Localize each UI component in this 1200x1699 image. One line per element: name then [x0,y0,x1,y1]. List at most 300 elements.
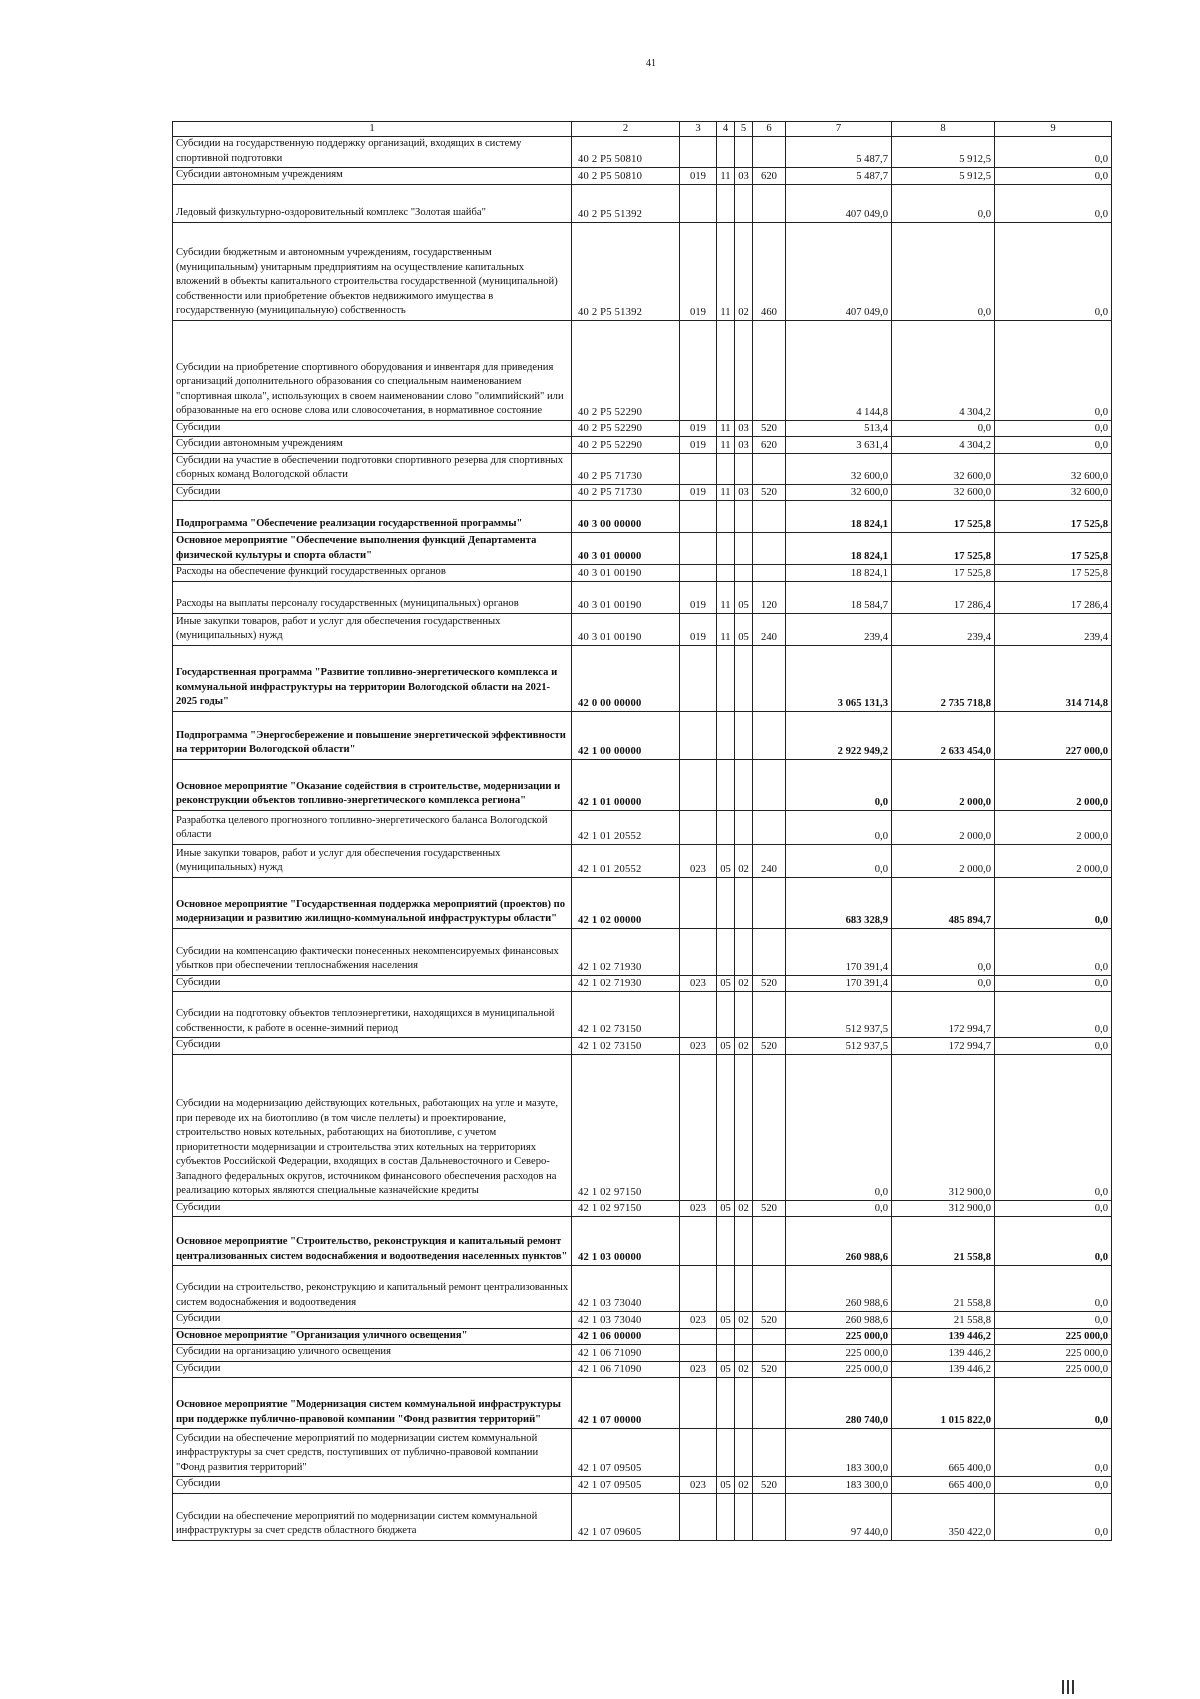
row-target-code: 40 2 P5 52290 [572,437,680,454]
table-row [173,1312,1112,1329]
row-value-col7: 183 300,0 [786,1429,892,1477]
table-row [173,1200,1112,1217]
row-section: 11 [717,581,735,613]
row-name: Подпрограмма "Обеспечение реализации государственной программы" [173,501,572,533]
row-grbs [680,1328,717,1345]
row-target-code: 40 2 P5 50810 [572,137,680,168]
row-subsection: 02 [735,1477,753,1494]
row-value-col9: 239,4 [995,613,1112,645]
row-name: Государственная программа "Развитие топливно-энергетического комплекса и коммунальной инфраструктуры на территории Вологодской области на 2021-2025 годы" [173,645,572,711]
row-section: 11 [717,484,735,501]
row-value-col9: 225 000,0 [995,1328,1112,1345]
row-subsection [735,320,753,420]
row-target-code: 40 2 P5 52290 [572,320,680,420]
row-value-col8: 239,4 [892,613,995,645]
row-target-code: 42 1 00 00000 [572,711,680,759]
row-subsection [735,992,753,1038]
row-grbs [680,1054,717,1200]
column-header-9: 9 [995,122,1112,137]
table-body [173,137,1112,1541]
row-target-code: 42 1 02 73150 [572,992,680,1038]
row-section [717,759,735,810]
row-name: Субсидии на обеспечение мероприятий по модернизации систем коммунальной инфраструктуры за счет средств, поступивших от публично-правовой компании "Фонд развития территорий" [173,1429,572,1477]
row-name: Основное мероприятие "Строительство, реконструкция и капитальный ремонт централизованных систем водоснабжения и водоотведения населенных пунктов" [173,1217,572,1266]
row-expense-type [753,992,786,1038]
table-row [173,1429,1112,1477]
row-section: 11 [717,613,735,645]
row-value-col9: 0,0 [995,1266,1112,1312]
row-value-col7: 225 000,0 [786,1345,892,1362]
row-section: 05 [717,975,735,992]
row-section [717,1266,735,1312]
row-target-code: 42 1 02 00000 [572,877,680,928]
table-row [173,420,1112,437]
row-value-col7: 18 824,1 [786,501,892,533]
table-row [173,975,1112,992]
scan-artifact [1062,1680,1090,1694]
column-header-6: 6 [753,122,786,137]
table-row [173,810,1112,844]
row-subsection: 03 [735,484,753,501]
row-section [717,137,735,168]
row-name: Подпрограмма "Энергосбережение и повышение энергетической эффективности на территории Вологодской области" [173,711,572,759]
row-target-code: 40 2 P5 71730 [572,453,680,484]
row-expense-type [753,1493,786,1540]
table-row [173,437,1112,454]
row-name: Субсидии на обеспечение мероприятий по модернизации систем коммунальной инфраструктуры за счет средств областного бюджета [173,1493,572,1540]
row-expense-type: 520 [753,975,786,992]
row-target-code: 40 3 01 00000 [572,533,680,565]
row-name: Субсидии на приобретение спортивного оборудования и инвентаря для приведения организаций дополнительного образования со специальным наименованием "спортивная школа", использующих в своем наименовании слово "олимпийский" или образованные на его основе слова или словосочетания, в нормативное состояние [173,320,572,420]
row-grbs: 019 [680,581,717,613]
row-expense-type: 520 [753,420,786,437]
table-row [173,759,1112,810]
row-section [717,711,735,759]
row-section [717,1493,735,1540]
row-subsection: 02 [735,1200,753,1217]
row-target-code: 42 1 03 73040 [572,1266,680,1312]
row-expense-type [753,877,786,928]
table-row [173,1266,1112,1312]
row-subsection [735,1378,753,1429]
row-expense-type: 620 [753,168,786,185]
table-row [173,645,1112,711]
row-target-code: 42 1 07 09605 [572,1493,680,1540]
row-name: Ледовый физкультурно-оздоровительный комплекс "Золотая шайба" [173,184,572,222]
row-expense-type: 520 [753,484,786,501]
row-value-col7: 18 824,1 [786,533,892,565]
row-value-col9: 0,0 [995,1378,1112,1429]
row-expense-type [753,759,786,810]
row-grbs [680,320,717,420]
row-value-col8: 2 000,0 [892,759,995,810]
row-grbs [680,565,717,582]
row-expense-type [753,711,786,759]
row-name: Субсидии на подготовку объектов теплоэнергетики, находящихся в муниципальной собственности, к работе в осенне-зимний период [173,992,572,1038]
budget-table [172,121,1112,1541]
row-expense-type: 520 [753,1312,786,1329]
row-value-col9: 0,0 [995,437,1112,454]
row-value-col8: 139 446,2 [892,1328,995,1345]
row-value-col8: 5 912,5 [892,137,995,168]
row-name: Субсидии на государственную поддержку организаций, входящих в систему спортивной подготовки [173,137,572,168]
row-grbs: 023 [680,1312,717,1329]
row-subsection [735,565,753,582]
table-row [173,565,1112,582]
row-section: 05 [717,1038,735,1055]
row-grbs [680,928,717,975]
row-expense-type: 620 [753,437,786,454]
row-name: Расходы на выплаты персоналу государственных (муниципальных) органов [173,581,572,613]
row-grbs: 019 [680,168,717,185]
table-row [173,1477,1112,1494]
row-value-col8: 350 422,0 [892,1493,995,1540]
row-subsection [735,1345,753,1362]
row-value-col7: 32 600,0 [786,453,892,484]
row-value-col8: 1 015 822,0 [892,1378,995,1429]
row-expense-type [753,184,786,222]
row-section [717,877,735,928]
row-value-col7: 183 300,0 [786,1477,892,1494]
row-target-code: 40 3 00 00000 [572,501,680,533]
row-grbs: 023 [680,1200,717,1217]
table-row [173,1345,1112,1362]
row-target-code: 40 3 01 00190 [572,613,680,645]
row-value-col8: 17 525,8 [892,533,995,565]
row-value-col9: 0,0 [995,1477,1112,1494]
row-subsection: 02 [735,975,753,992]
row-name: Основное мероприятие "Организация уличного освещения" [173,1328,572,1345]
row-name: Основное мероприятие "Модернизация систем коммунальной инфраструктуры при поддержке публично-правовой компании "Фонд развития территорий" [173,1378,572,1429]
row-value-col7: 513,4 [786,420,892,437]
row-value-col8: 2 735 718,8 [892,645,995,711]
row-expense-type [753,810,786,844]
row-expense-type: 520 [753,1361,786,1378]
row-subsection [735,877,753,928]
row-value-col7: 260 988,6 [786,1217,892,1266]
row-grbs [680,1266,717,1312]
row-name: Субсидии автономным учреждениям [173,168,572,185]
row-value-col8: 17 286,4 [892,581,995,613]
row-value-col8: 21 558,8 [892,1312,995,1329]
row-section [717,1345,735,1362]
row-section [717,1217,735,1266]
table-row [173,168,1112,185]
column-header-1: 1 [173,122,572,137]
row-value-col8: 312 900,0 [892,1054,995,1200]
row-subsection: 02 [735,1361,753,1378]
row-section [717,1054,735,1200]
row-target-code: 42 1 02 97150 [572,1200,680,1217]
table-row [173,1361,1112,1378]
row-value-col8: 665 400,0 [892,1477,995,1494]
row-subsection: 02 [735,222,753,320]
row-target-code: 40 2 P5 71730 [572,484,680,501]
row-subsection [735,1429,753,1477]
row-section: 05 [717,1361,735,1378]
row-name: Субсидии [173,975,572,992]
row-target-code: 42 1 06 71090 [572,1345,680,1362]
row-target-code: 42 1 06 00000 [572,1328,680,1345]
row-value-col7: 2 922 949,2 [786,711,892,759]
row-subsection [735,711,753,759]
row-name: Субсидии [173,1038,572,1055]
row-value-col8: 2 633 454,0 [892,711,995,759]
table-row [173,1217,1112,1266]
row-target-code: 42 1 07 09505 [572,1477,680,1494]
row-section [717,501,735,533]
row-expense-type [753,1217,786,1266]
table-row [173,844,1112,877]
row-value-col8: 4 304,2 [892,320,995,420]
row-name: Субсидии на организацию уличного освещения [173,1345,572,1362]
row-value-col9: 227 000,0 [995,711,1112,759]
row-grbs: 023 [680,844,717,877]
row-value-col9: 0,0 [995,168,1112,185]
row-value-col9: 32 600,0 [995,453,1112,484]
row-value-col7: 5 487,7 [786,168,892,185]
row-value-col8: 2 000,0 [892,844,995,877]
row-section: 11 [717,222,735,320]
row-section: 05 [717,844,735,877]
row-expense-type [753,137,786,168]
row-target-code: 40 3 01 00190 [572,581,680,613]
row-name: Основное мероприятие "Обеспечение выполнения функций Департамента физической культуры и спорта области" [173,533,572,565]
row-target-code: 40 2 P5 51392 [572,184,680,222]
row-value-col9: 0,0 [995,1493,1112,1540]
row-grbs [680,453,717,484]
row-grbs [680,1378,717,1429]
row-target-code: 42 1 07 09505 [572,1429,680,1477]
table-row [173,533,1112,565]
row-target-code: 42 1 06 71090 [572,1361,680,1378]
row-expense-type: 520 [753,1200,786,1217]
row-name: Субсидии на компенсацию фактически понесенных некомпенсируемых финансовых убытков при обеспечении теплоснабжения населения [173,928,572,975]
row-name: Расходы на обеспечение функций государственных органов [173,565,572,582]
row-subsection [735,810,753,844]
row-target-code: 42 1 01 20552 [572,844,680,877]
table-row [173,1378,1112,1429]
column-header-4: 4 [717,122,735,137]
row-grbs [680,137,717,168]
row-expense-type [753,1345,786,1362]
row-value-col7: 4 144,8 [786,320,892,420]
row-grbs: 019 [680,437,717,454]
row-value-col9: 17 286,4 [995,581,1112,613]
row-grbs [680,501,717,533]
row-name: Основное мероприятие "Государственная поддержка мероприятий (проектов) по модернизации и развитию жилищно-коммунальной инфраструктуры области" [173,877,572,928]
row-subsection [735,1266,753,1312]
row-subsection [735,533,753,565]
row-section [717,184,735,222]
row-grbs [680,711,717,759]
row-subsection: 03 [735,437,753,454]
table-row [173,137,1112,168]
row-name: Субсидии [173,420,572,437]
row-value-col7: 225 000,0 [786,1328,892,1345]
row-value-col9: 0,0 [995,975,1112,992]
row-value-col8: 172 994,7 [892,1038,995,1055]
row-subsection [735,928,753,975]
row-target-code: 40 2 P5 52290 [572,420,680,437]
row-value-col8: 32 600,0 [892,484,995,501]
row-value-col7: 512 937,5 [786,992,892,1038]
row-name: Субсидии на строительство, реконструкцию и капитальный ремонт централизованных систем водоснабжения и водоотведения [173,1266,572,1312]
row-grbs: 019 [680,613,717,645]
column-header-3: 3 [680,122,717,137]
row-value-col9: 0,0 [995,320,1112,420]
row-expense-type [753,320,786,420]
row-value-col7: 3 631,4 [786,437,892,454]
row-target-code: 42 1 02 73150 [572,1038,680,1055]
row-section: 05 [717,1477,735,1494]
row-subsection: 03 [735,420,753,437]
row-expense-type [753,1429,786,1477]
row-value-col9: 0,0 [995,1217,1112,1266]
row-section: 11 [717,420,735,437]
row-value-col9: 2 000,0 [995,844,1112,877]
row-value-col7: 5 487,7 [786,137,892,168]
row-value-col9: 225 000,0 [995,1345,1112,1362]
row-value-col7: 0,0 [786,844,892,877]
row-expense-type: 240 [753,844,786,877]
row-subsection [735,1054,753,1200]
row-expense-type [753,533,786,565]
row-subsection: 02 [735,1312,753,1329]
row-section [717,645,735,711]
row-expense-type: 240 [753,613,786,645]
row-value-col9: 0,0 [995,992,1112,1038]
row-section [717,928,735,975]
row-grbs: 023 [680,975,717,992]
row-subsection: 03 [735,168,753,185]
page-number: 41 [646,58,656,69]
table-row [173,1054,1112,1200]
row-value-col7: 3 065 131,3 [786,645,892,711]
row-value-col9: 32 600,0 [995,484,1112,501]
row-value-col8: 0,0 [892,975,995,992]
row-target-code: 42 1 07 00000 [572,1378,680,1429]
row-name: Субсидии [173,1361,572,1378]
row-expense-type [753,1054,786,1200]
row-target-code: 42 1 02 71930 [572,928,680,975]
row-expense-type: 520 [753,1477,786,1494]
row-name: Разработка целевого прогнозного топливно-энергетического баланса Вологодской области [173,810,572,844]
row-target-code: 40 3 01 00190 [572,565,680,582]
row-target-code: 42 1 03 00000 [572,1217,680,1266]
row-value-col7: 239,4 [786,613,892,645]
row-target-code: 42 1 02 71930 [572,975,680,992]
row-subsection [735,501,753,533]
row-value-col9: 0,0 [995,420,1112,437]
row-subsection: 05 [735,613,753,645]
row-section [717,565,735,582]
table-row [173,501,1112,533]
row-expense-type [753,565,786,582]
row-grbs [680,533,717,565]
row-value-col9: 0,0 [995,222,1112,320]
row-value-col8: 5 912,5 [892,168,995,185]
row-grbs: 023 [680,1038,717,1055]
row-value-col8: 0,0 [892,928,995,975]
row-value-col7: 97 440,0 [786,1493,892,1540]
table-row [173,1328,1112,1345]
row-subsection: 02 [735,844,753,877]
row-value-col7: 683 328,9 [786,877,892,928]
row-grbs [680,645,717,711]
row-section [717,533,735,565]
row-name: Субсидии [173,1477,572,1494]
row-value-col7: 18 584,7 [786,581,892,613]
table-row [173,453,1112,484]
row-target-code: 42 1 02 97150 [572,1054,680,1200]
row-value-col7: 170 391,4 [786,928,892,975]
row-value-col9: 0,0 [995,1312,1112,1329]
row-value-col9: 17 525,8 [995,533,1112,565]
row-section [717,1378,735,1429]
row-value-col8: 0,0 [892,420,995,437]
row-value-col9: 2 000,0 [995,759,1112,810]
row-value-col8: 0,0 [892,222,995,320]
row-grbs: 019 [680,420,717,437]
row-grbs [680,992,717,1038]
row-grbs [680,184,717,222]
table-row [173,613,1112,645]
row-expense-type: 120 [753,581,786,613]
row-name: Субсидии [173,1312,572,1329]
row-grbs: 023 [680,1477,717,1494]
row-expense-type: 460 [753,222,786,320]
row-section: 11 [717,437,735,454]
row-value-col9: 0,0 [995,1054,1112,1200]
row-grbs: 023 [680,1361,717,1378]
row-grbs [680,759,717,810]
row-value-col8: 2 000,0 [892,810,995,844]
row-value-col7: 260 988,6 [786,1312,892,1329]
row-value-col7: 407 049,0 [786,184,892,222]
column-header-2: 2 [572,122,680,137]
column-header-5: 5 [735,122,753,137]
table-row [173,184,1112,222]
row-value-col7: 225 000,0 [786,1361,892,1378]
row-subsection [735,184,753,222]
row-value-col8: 17 525,8 [892,565,995,582]
row-target-code: 42 1 03 73040 [572,1312,680,1329]
row-subsection [735,1493,753,1540]
table-row [173,928,1112,975]
row-value-col8: 21 558,8 [892,1266,995,1312]
row-name: Субсидии автономным учреждениям [173,437,572,454]
table-row [173,1493,1112,1540]
row-target-code: 42 0 00 00000 [572,645,680,711]
row-name: Субсидии бюджетным и автономным учреждениям, государственным (муниципальным) унитарным предприятиям на осуществление капитальных вложений в объекты капитального строительства государственной (муниципальной) собственности или приобретение объектов недвижимого имущества в государственную (муниципальную) собственность [173,222,572,320]
row-subsection [735,645,753,711]
row-value-col7: 280 740,0 [786,1378,892,1429]
row-value-col9: 17 525,8 [995,565,1112,582]
row-name: Иные закупки товаров, работ и услуг для обеспечения государственных (муниципальных) нужд [173,613,572,645]
row-subsection: 02 [735,1038,753,1055]
header-row [173,122,1112,137]
row-grbs [680,810,717,844]
row-name: Субсидии [173,1200,572,1217]
row-value-col8: 32 600,0 [892,453,995,484]
row-value-col7: 18 824,1 [786,565,892,582]
row-subsection [735,1328,753,1345]
row-subsection [735,137,753,168]
table-row [173,222,1112,320]
row-section [717,1328,735,1345]
row-value-col7: 0,0 [786,1200,892,1217]
